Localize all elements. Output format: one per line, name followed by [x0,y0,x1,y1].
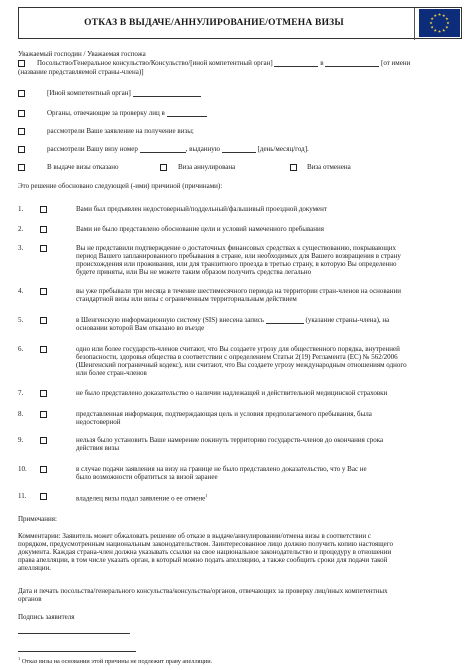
flag-star [431,26,434,29]
visa-issue-date-field[interactable] [222,146,256,153]
consulate-location-field[interactable] [274,60,318,67]
flag-star [438,30,441,33]
option-consulate-line2: (название представляемой страны-члена)] [18,68,144,76]
option-visa-examined-label: рассмотрели Вашу визу номер [47,145,138,153]
reason-text: не было представлено доказательство о наличии надлежащей и действительной медицинской страховки [76,389,388,397]
checkbox-reason-4[interactable] [40,288,47,295]
footnote-ref: 1 [205,493,208,498]
reason-sis-text: в Шенгенскую информационную систему (SIS) внесена запись [76,316,265,324]
checkbox-annulled[interactable] [160,164,167,171]
option-consulate [37,59,410,67]
flag-star [446,21,449,24]
reason-sis-country: (указание страны-члена), на [305,316,390,324]
checkbox-reason-6[interactable] [40,346,47,353]
checkbox-other-authority[interactable] [18,90,25,97]
checkbox-reason-7[interactable] [40,390,47,397]
option-consulate-in: в [320,59,324,67]
reason-line: основании которой Вам отказано во въезде [76,324,205,332]
sis-country-field[interactable] [266,317,304,324]
decision-revoked: Виза отменена [307,163,351,171]
notes-title: Примечания: [18,515,57,523]
reason-line: происхождения или проживания, или для транзитного проезда в третью страну, в которую Вы определенно [76,260,397,268]
checkbox-border-control[interactable] [18,110,25,117]
reason-line: в случае подачи заявления на визу на границе не было представлено доказательство, что у Вас не [76,465,367,473]
eu-flag-icon [419,9,460,37]
page-title: ОТКАЗ В ВЫДАЧЕ/АННУЛИРОВАНИЕ/ОТМЕНА ВИЗЫ [84,18,344,28]
flag-star [438,13,441,16]
comment-line: документа. Каждая страна-член должна указывать ссылки на свое национальное законодательство и процедуру в отношении [18,548,392,556]
flag-star [434,14,437,17]
other-authority-field[interactable] [133,90,201,97]
decision-annulled: Виза аннулирована [178,163,236,171]
reason-line: вы уже пребывали три месяца в течение шестимесячного периода на территории стран-членов на основании [76,287,401,295]
reason-text: Вами был предъявлен недостоверный/поддельный/фальшивый проездной документ [76,205,327,213]
reason-line: стандартной визы или визы с ограниченным территориальным действием [76,295,297,303]
reason-line: период Вашего запланированного пребывания в стране, или необходимых для Вашего возвращения в страну [76,252,401,260]
comment-line: Комментарии: Заявитель может обжаловать решение об отказе в выдаче/аннулировании/отмена визы в соответствии с [18,532,371,540]
flag-star [434,29,437,32]
checkbox-revoked[interactable] [290,164,297,171]
reason-line: (Шенгенский пограничный кодекс), или считают, что Вы создаете угрозу международным отношениям одного [76,361,407,369]
option-visa-examined [47,145,309,153]
checkbox-refused[interactable] [18,164,25,171]
date-stamp-line: органов [18,595,42,603]
checkbox-consulate[interactable] [18,60,25,67]
checkbox-reason-1[interactable] [40,206,47,213]
checkbox-reason-2[interactable] [40,226,47,233]
reason-text: владелец визы подал заявление о ее отмене [76,494,206,503]
checkbox-reason-9[interactable] [40,437,47,444]
flag-star [431,17,434,20]
border-control-field[interactable] [167,110,207,117]
signature-line[interactable] [18,633,130,634]
flag-star [442,29,445,32]
reason-number: 5. [18,316,24,324]
option-consulate-from: [от имени [381,59,411,67]
footnote-mark: 1 [18,656,21,661]
reason-line: будете приняты, или Вы не можете таким образом получить средства легально [76,268,312,276]
checkbox-visa-examined[interactable] [18,146,25,153]
flag-star [442,14,445,17]
checkbox-reason-11[interactable] [40,493,47,500]
reason-number: 1. [18,205,24,213]
reason-number: 9. [18,436,24,444]
reason-text: Вами не было представлено обоснование цели и условий намеченного пребывания [76,225,324,233]
checkbox-reason-3[interactable] [40,245,47,252]
option-other-authority-label: [Иной компетентный орган] [47,89,131,97]
footnote-divider [18,651,136,652]
flag-star [445,26,448,29]
option-border-control-label: Органы, отвечающие за проверку лиц в [47,109,165,117]
signature-label: Подпись заявителя [18,613,75,621]
option-visa-issued: , выданную [185,145,221,153]
reason-line: представленная информация, подтверждающая цель и условия предполагаемого пребывания, была [76,410,372,418]
reason-11 [76,492,207,503]
salutation: Уважаемый господин / Уважаемая госпожа [18,50,146,58]
comment-line: апелляции. [18,564,52,572]
decision-refused: В выдаче визы отказано [47,163,119,171]
option-visa-date-format: [день/месяц/год]. [257,145,309,153]
eu-flag-stars [419,9,460,37]
reason-number: 6. [18,345,24,353]
reason-line: или более стран-членов [76,369,147,377]
option-consulate-label: Посольство/Генеральное консульство/Консульство/[иной компетентный орган] [37,59,273,67]
header-divider [414,8,415,40]
comment-line: права апелляции, в том числе указать орган, в который можно подать апелляцию, а также сообщить сроки для подачи такой [18,556,388,564]
reason-number: 10. [18,465,27,473]
footnote-text: Отказ визы на основании этой причины не подлежит праву апелляции. [21,658,213,666]
reason-line: нельзя было установить Ваше намерение покинуть территорию государств-членов до окончания срока [76,436,384,444]
checkbox-reason-10[interactable] [40,466,47,473]
reason-line: Вы не представили подтверждение о достаточных финансовых средствах к существованию, покрывающих [76,244,397,252]
title-header [18,7,462,39]
reason-line: было возможности обратиться за визой заранее [76,473,218,481]
option-border-control [47,109,207,117]
grounds-intro: Это решение обосновано следующей (-ими) причиной (причинами): [18,182,223,190]
reason-number: 4. [18,287,24,295]
reason-number: 3. [18,244,24,252]
reason-number: 2. [18,225,24,233]
checkbox-application-examined[interactable] [18,128,25,135]
reason-number: 7. [18,389,24,397]
flag-star [445,17,448,20]
comment-line: порядком, предусмотренным национальным законодательством. Заинтересованное лицо должно получить копию настоящего [18,540,393,548]
reason-number: 8. [18,410,24,418]
footnote [18,655,212,666]
checkbox-reason-5[interactable] [40,317,47,324]
reason-line: одно или более государств-членов считают, что Вы создаете угрозу для общественного порядка, внутренней [76,345,400,353]
option-application-examined: рассмотрели Ваше заявление на получение визы; [47,127,194,135]
reason-line: недостоверной [76,418,121,426]
flag-star [429,21,432,24]
reason-number: 11. [18,492,27,500]
consulate-country-field[interactable] [325,60,379,67]
date-stamp-line: Дата и печать посольства/генерального консульства/консульства/органов, отвечающих за проверку лиц/иных компетентных [18,587,388,595]
reason-line: безопасности, здоровья общества в соответствии с определением Статьи 2(19) Регламента (ЕС) № 562/2006 [76,353,398,361]
visa-number-field[interactable] [140,146,186,153]
option-other-authority [47,89,201,97]
checkbox-reason-8[interactable] [40,411,47,418]
reason-line: действия визы [76,444,120,452]
